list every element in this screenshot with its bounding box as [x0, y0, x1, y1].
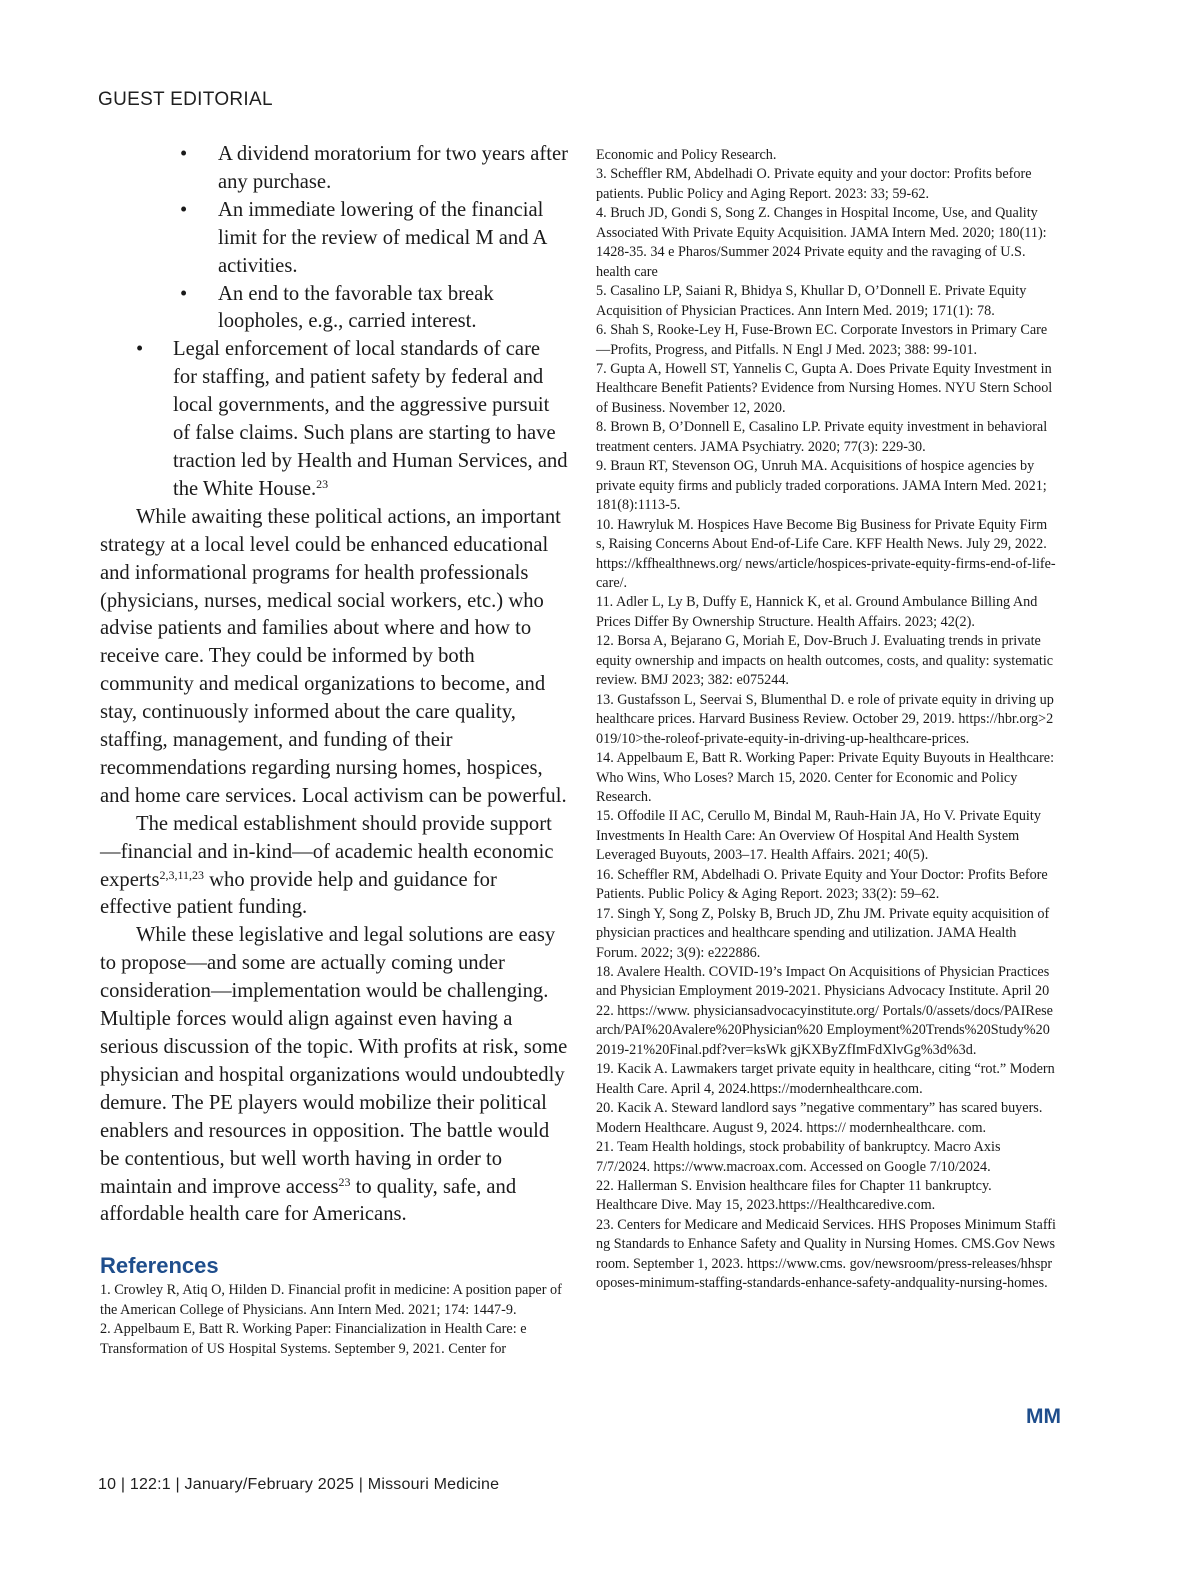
reference-item: 21. Team Health holdings, stock probability of bankruptcy. Macro Axis 7/7/2024. https://www.macroax.com. Accessed on Google 7/10/2024. — [596, 1139, 1001, 1175]
body-paragraph — [100, 811, 568, 923]
body-paragraph: While awaiting these political actions, an important strategy at a local level could be enhanced educational and informational programs for health professionals (physicians, nurses, medical social workers, etc.) who advise patients and families about where and how to receive care. They could be informed by both community and medical organizations to become, and stay, continuously informed about the care quality, staffing, management, and funding of their recommendations regarding nursing homes, hospices, and home care services. Local activism can be powerful. — [100, 505, 567, 807]
section-label: GUEST EDITORIAL — [98, 89, 273, 110]
reference-item: 5. Casalino LP, Saiani R, Bhidya S, Khullar D, O’Donnell E. Private Equity Acquisition of Physician Practices. Ann Intern Med. 2019; 171(1): 78. — [596, 283, 1027, 319]
list-item: • An end to the favorable tax break loopholes, e.g., carried interest. — [100, 281, 568, 337]
list-item: • An immediate lowering of the financial limit for the review of medical M and A activities. — [100, 197, 568, 281]
paragraph-text: to quality, safe, and affordable health care for Americans. — [100, 1175, 517, 1226]
body-paragraph — [100, 922, 568, 1229]
citation-superscript: 23 — [338, 1174, 351, 1189]
end-mark-logo: MM — [1026, 1405, 1061, 1428]
reference-item: 1. Crowley R, Atiq O, Hilden D. Financial profit in medicine: A position paper of the American College of Physicians. Ann Intern Med. 2021; 174: 1447-9. — [100, 1282, 562, 1318]
reference-item: 7. Gupta A, Howell ST, Yannelis C, Gupta A. Does Private Equity Investment in Healthcare Benefit Patients? Evidence from Nursing Homes. NYU Stern School of Business. November 12, 2020. — [596, 360, 1053, 416]
reference-item: 18. Avalere Health. COVID-19’s Impact On Acquisitions of Physician Practices and Physician Employment 2019-2021. Physicians Advocacy Institute. April 2022. https://www. physiciansadvocacyinstitute.org/ Portals/0/assets/docs/PAIResearch/PAI%20Avalere%20Physician%20 Employment%20Trends%20Study%202019-21%20Final.pdf?ver=ksWk gjKXByZfImFdXlvGg%3d%3d. — [596, 964, 1053, 1058]
reference-item: 4. Bruch JD, Gondi S, Song Z. Changes in Hospital Income, Use, and Quality Associated With Private Equity Acquisition. JAMA Intern Med. 2020; 180(11): 1428-35. 34 e Pharos/Summer 2024 Private equity and the ravaging of U.S. health care — [596, 205, 1047, 280]
list-item: • A dividend moratorium for two years after any purchase. — [100, 141, 568, 197]
main-bullet-list — [100, 336, 568, 503]
reference-item: 11. Adler L, Ly B, Duffy E, Hannick K, et al. Ground Ambulance Billing And Prices Differ By Ownership Structure. Health Affairs. 2023; 42(2). — [596, 594, 1038, 630]
reference-item: 12. Borsa A, Bejarano G, Moriah E, Dov-Bruch J. Evaluating trends in private equity ownership and impacts on health outcomes, costs, and quality: systematic review. BMJ 2023; 382: e075244. — [596, 633, 1054, 689]
paragraph-text: who provide help and guidance for effective patient funding. — [100, 868, 497, 919]
references-column — [596, 146, 1056, 1294]
main-text-column — [100, 141, 568, 1359]
reference-item: 15. Offodile II AC, Cerullo M, Bindal M, Rauh-Hain JA, Ho V. Private Equity Investments In Health Care: An Overview Of Hospital And Health System Leveraged Buyouts, 2003–17. Health Affairs. 2021; 40(5). — [596, 808, 1041, 864]
reference-item: 14. Appelbaum E, Batt R. Working Paper: Private Equity Buyouts in Healthcare: Who Wins, Who Loses? March 15, 2020. Center for Economic and Policy Research. — [596, 750, 1055, 805]
reference-item: 10. Hawryluk M. Hospices Have Become Big Business for Private Equity Firms, Raising Concerns About End-of-Life Care. KFF Health News. July 29, 2022. https://kffhealthnews.org/ news/article/hospices-private-equity-firms-end-of-life-care/. — [596, 516, 1056, 591]
paragraph-text: The medical establishment should provide support—financial and in-kind—of academic health economic experts — [100, 812, 554, 891]
reference-item: 2. Appelbaum E, Batt R. Working Paper: Financialization in Health Care: e Transformation of US Hospital Systems. September 9, 2021. Center for — [100, 1321, 527, 1357]
reference-item: 23. Centers for Medicare and Medicaid Services. HHS Proposes Minimum Staffing Standards to Enhance Safety and Quality in Nursing Homes. CMS.Gov Newsroom. September 1, 2023. https://www.cms. gov/newsroom/press-releases/hhsproposes-minimum-staffing-standards-enhance-safety-andquality-nursing-homes. — [596, 1216, 1056, 1292]
reference-item: 19. Kacik A. Lawmakers target private equity in healthcare, citing “rot.” Modern Health Care. April 4, 2024.https://modernhealthcare.com. — [596, 1061, 1055, 1097]
reference-item: 17. Singh Y, Song Z, Polsky B, Bruch JD, Zhu JM. Private equity acquisition of physician practices and healthcare spending and utilization. JAMA Health Forum. 2022; 3(9): e222886. — [596, 905, 1050, 961]
list-item — [100, 336, 568, 503]
paragraph-text: While these legislative and legal solutions are easy to propose—and some are actually coming under consideration—implementation would be challenging. Multiple forces would align against even having a serious discussion of the topic. With profits at risk, some physician and hospital organizations would undoubtedly demure. The PE players would mobilize their political enablers and resources in opposition. The battle would be contentious, but well worth having in order to maintain and improve access — [100, 924, 568, 1198]
reference-item: 22. Hallerman S. Envision healthcare files for Chapter 11 bankruptcy. Healthcare Dive. May 15, 2023.https://Healthcaredive.com. — [596, 1178, 992, 1214]
reference-item: 9. Braun RT, Stevenson OG, Unruh MA. Acquisitions of hospice agencies by private equity firms and publicly traded corporations. JAMA Intern Med. 2021; 181(8):1113-5. — [596, 458, 1047, 514]
reference-item: 6. Shah S, Rooke-Ley H, Fuse-Brown EC. Corporate Investors in Primary Care—Profits, Progress, and Pitfalls. N Engl J Med. 2023; 388: 99-101. — [596, 322, 1048, 358]
page-footer: 10 | 122:1 | January/February 2025 | Missouri Medicine — [98, 1476, 500, 1493]
reference-item: 13. Gustafsson L, Seervai S, Blumenthal D. e role of private equity in driving up healthcare prices. Harvard Business Review. October 29, 2019. https://hbr.org>2019/10>the-roleof-private-equity-in-driving-up-healthcare-prices. — [596, 691, 1054, 747]
reference-item: 8. Brown B, O’Donnell E, Casalino LP. Private equity investment in behavioral treatment centers. JAMA Psychiatry. 2020; 77(3): 229-30. — [596, 419, 1048, 455]
reference-item: 20. Kacik A. Steward landlord says ”negative commentary” has scared buyers. Modern Healthcare. August 9, 2024. https:// modernhealthcare. com. — [596, 1100, 1043, 1136]
references-heading: References — [100, 1253, 219, 1279]
reference-item: Economic and Policy Research. — [596, 147, 777, 163]
citation-superscript: 23 — [316, 476, 329, 491]
bullet-text: Legal enforcement of local standards of care for staffing, and patient safety by federal and local governments, and the aggressive pursuit of false claims. Such plans are starting to have traction led by Health and Human Services, and the White House. — [173, 338, 568, 500]
reference-item: 16. Scheffler RM, Abdelhadi O. Private Equity and Your Doctor: Profits Before Patients. Public Policy & Aging Report. 2023; 33(2): 59–62. — [596, 866, 1048, 903]
sub-bullet-list — [100, 141, 568, 336]
citation-superscript: 2,3,11,23 — [159, 867, 205, 882]
reference-item: 3. Scheffler RM, Abdelhadi O. Private equity and your doctor: Profits before patients. Public Policy and Aging Report. 2023: 33; 59-62. — [596, 166, 1032, 202]
